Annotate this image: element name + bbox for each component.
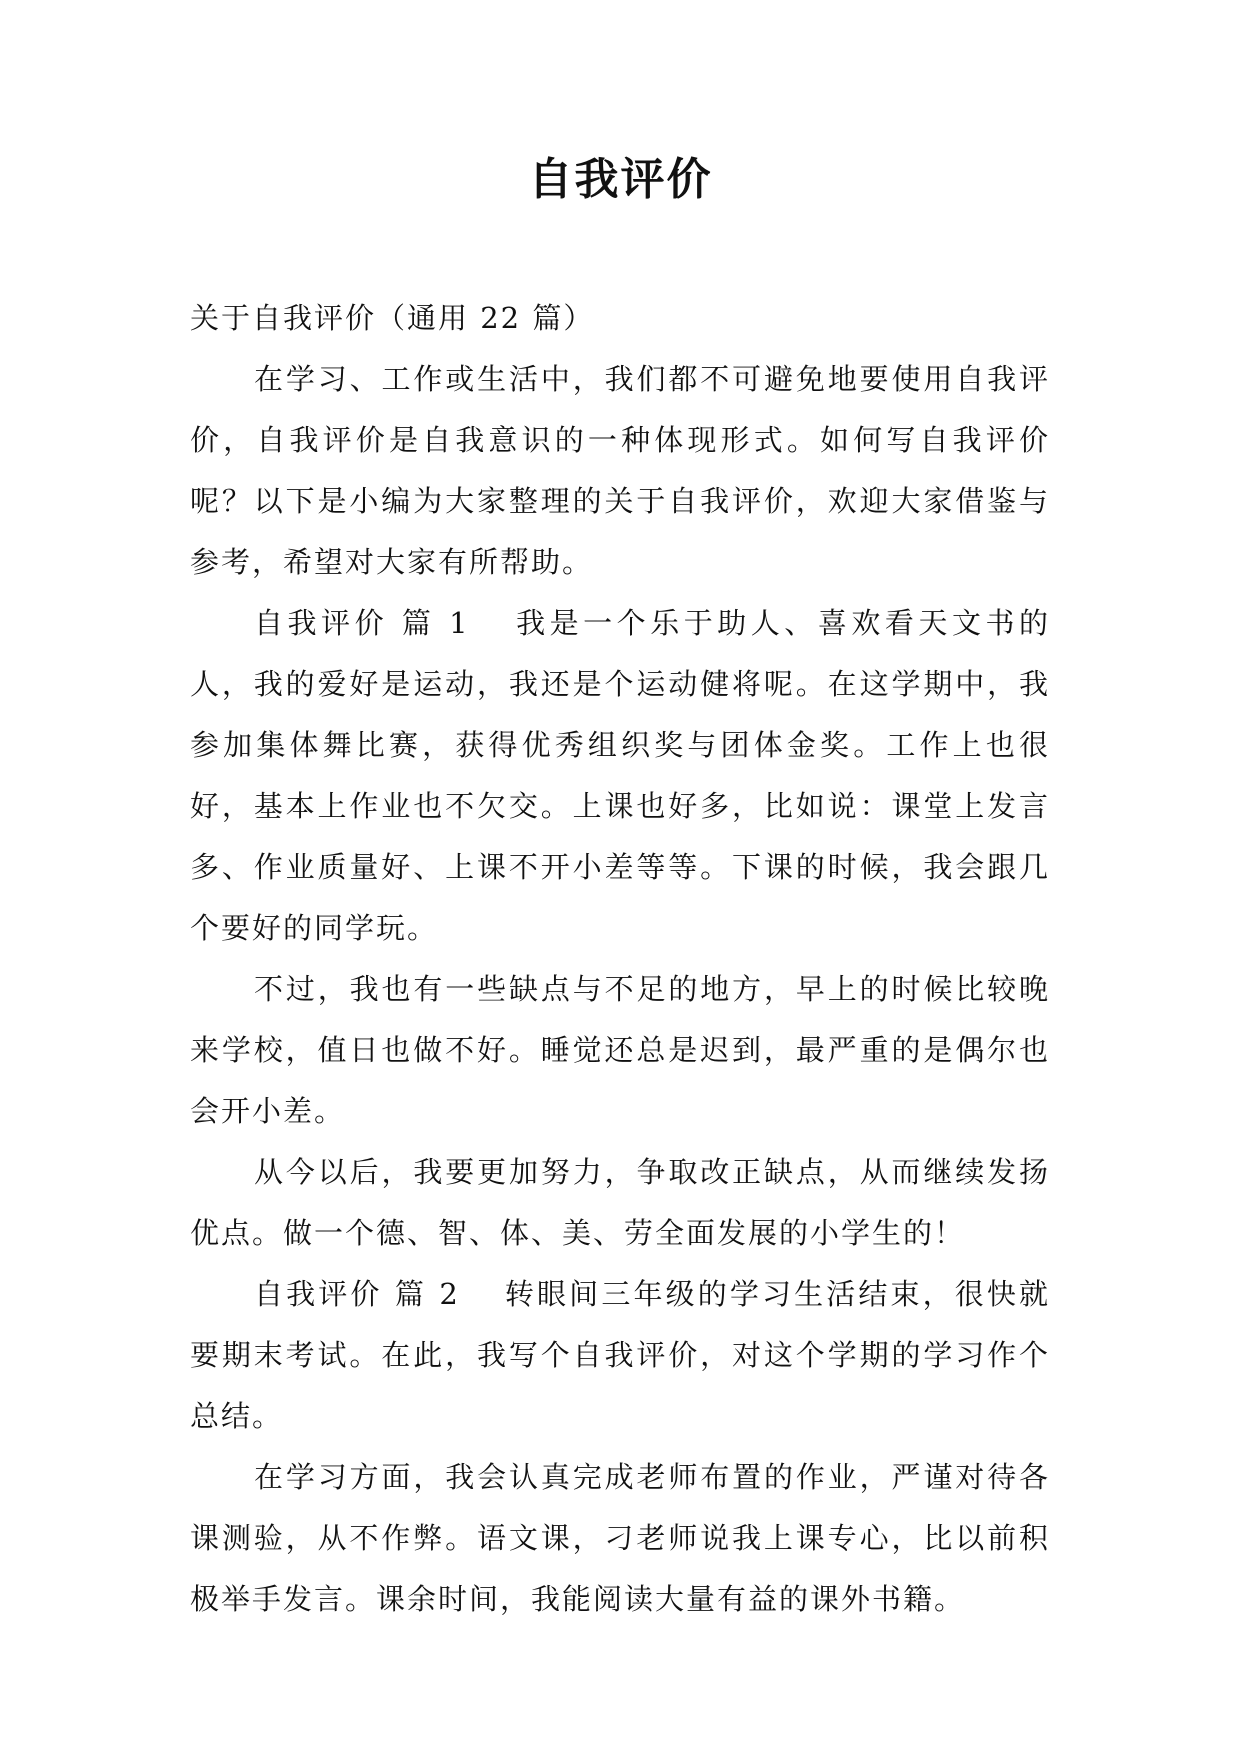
section-1-paragraph: 从今以后，我要更加努力，争取改正缺点，从而继续发扬优点。做一个德、智、体、美、劳全面发展的小学生的！ — [190, 1155, 1050, 1250]
intro-paragraph: 在学习、工作或生活中，我们都不可避免地要使用自我评价，自我评价是自我意识的一种体现形式。如何写自我评价呢？以下是小编为大家整理的关于自我评价，欢迎大家借鉴与参考，希望对大家有所帮助。 — [190, 362, 1050, 579]
section-1-heading: 自我评价 篇 1 — [254, 606, 470, 640]
section-1-paragraph: 不过，我也有一些缺点与不足的地方，早上的时候比较晚来学校，值日也做不好。睡觉还总是迟到，最严重的是偶尔也会开小差。 — [190, 972, 1050, 1128]
document-title: 自我评价 — [528, 154, 713, 205]
section-1-lead: 我是一个乐于助人、喜欢看天文书的人，我的爱好是运动，我还是个运动健将呢。在这学期中，我参加集体舞比赛，获得优秀组织奖与团体金奖。工作上也很好，基本上作业也不欠交。上课也好多，比如说：课堂上发言多、作业质量好、上课不开小差等等。下课的时候，我会跟几个要好的同学玩。 — [190, 606, 1050, 945]
section-2-heading: 自我评价 篇 2 — [254, 1277, 460, 1311]
section-2-lead-paragraph — [190, 1264, 1050, 1447]
document-subtitle: 关于自我评价（通用 22 篇） — [190, 301, 595, 335]
section-1-lead-paragraph — [190, 593, 1050, 959]
section-2-lead: 转眼间三年级的学习生活结束，很快就要期末考试。在此，我写个自我评价，对这个学期的学习作个总结。 — [190, 1277, 1050, 1433]
document-body — [190, 288, 1050, 1630]
section-2-paragraph: 在学习方面，我会认真完成老师布置的作业，严谨对待各课测验，从不作弊。语文课，刁老师说我上课专心，比以前积极举手发言。课余时间，我能阅读大量有益的课外书籍。 — [190, 1460, 1050, 1616]
